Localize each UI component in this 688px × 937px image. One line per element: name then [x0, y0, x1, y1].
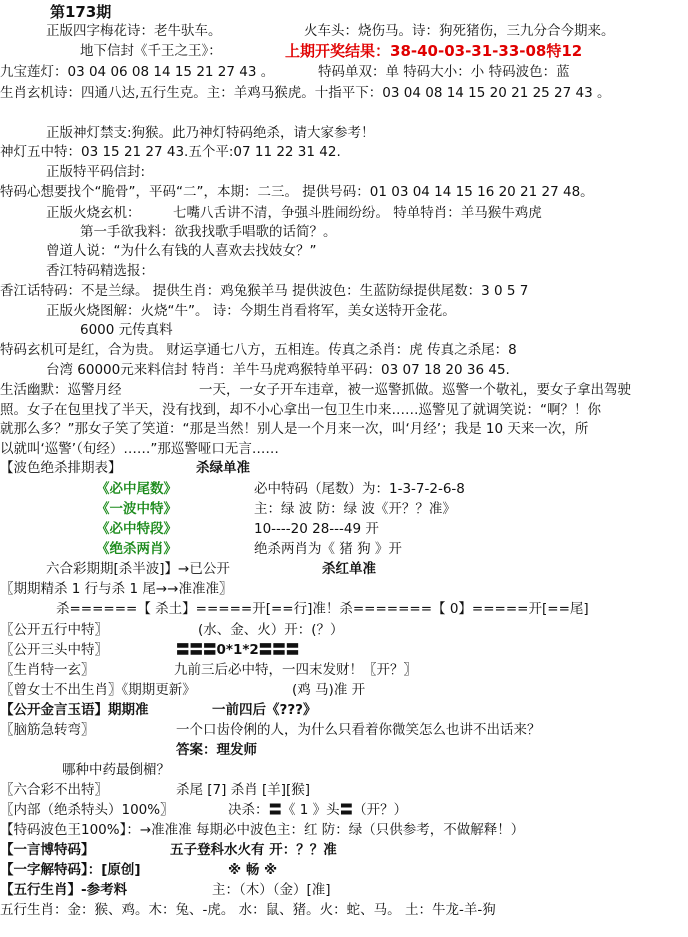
- santou-value: 〓〓〓0*1*2〓〓〓: [176, 642, 300, 658]
- green-row-label: 《一波中特》: [96, 501, 177, 517]
- green-row: [96, 480, 465, 498]
- joke-line-3: 就那么多？”那女子笑了笑道：“那是当然！别人是一个月来一次，叫‘月经’；我是 10 天来一次，所: [0, 421, 589, 437]
- green-row-label: 《必中特段》: [96, 521, 177, 537]
- tema-props: 特码单双：单 特码大小：小 特码波色：蓝: [318, 64, 570, 80]
- green-row-value: 绝杀两肖为《 猪 狗 》开: [254, 541, 402, 557]
- joke-line-2: 照。女子在包里找了半天，没有找到，却不小心拿出一包卫生巾来……巡警见了就调笑说：“啊？！你: [0, 402, 601, 418]
- naojin-label: 〖脑筋急转弯〗: [0, 722, 95, 738]
- line-yizi: [0, 861, 278, 879]
- joke-label: 生活幽默：巡警月经: [0, 382, 122, 398]
- line-jingsha: 〖期期精杀 1 行与杀 1 尾→→准准准〗: [0, 581, 233, 597]
- santou-label: 〖公开三头中特〗: [0, 642, 108, 658]
- issue-title: 第173期: [50, 3, 112, 21]
- liuhe-buchu-label: 〖六合彩不出特〗: [0, 782, 108, 798]
- green-row-label: 《绝杀两肖》: [96, 541, 177, 557]
- huoshao-text: 七嘴八舌讲不清，争强斗胜闹纷纷。 特单特肖：羊马猴牛鸡虎: [173, 205, 542, 221]
- line-liuhe: [46, 560, 376, 578]
- line-answer: 答案：理发师: [176, 742, 257, 758]
- yiyan-label: 【一言博特码】: [0, 842, 95, 858]
- line-yixuan: [0, 661, 417, 679]
- xinfeng-label: 地下信封《千王之王》：: [80, 43, 222, 59]
- line-bose-wang: 【特码波色王100%】：→准准准 每期必中波色主：红 防：绿（只供参考，不做解释！）: [0, 822, 525, 838]
- line-chuanzhen: 特码玄机可是红，合为贵。 财运享通七八方，五相连。传真之杀肖：虎 传真之杀尾：8: [0, 342, 517, 358]
- line-wuxing: [0, 621, 344, 639]
- liuhe-buchu-value: 杀尾 [7] 杀肖 [羊][猴]: [176, 782, 311, 798]
- bose-table-kill: 杀绿单准: [196, 460, 250, 476]
- neibu-label: 〖内部（绝杀特头）100%〗: [0, 802, 174, 818]
- line-shendeng-five: 神灯五中特：03 15 21 27 43.五个平:07 11 22 31 42.: [0, 144, 341, 160]
- joke-line-1: [0, 381, 631, 399]
- yizi-value: ※ 畅 ※: [228, 862, 278, 878]
- wuxing-label: 〖公开五行中特〗: [0, 622, 108, 638]
- line-zengdaoren: 曾道人说：“为什么有钱的人喜欢去找妓女？”: [46, 243, 317, 259]
- jinyan-value: 一前四后《???》: [212, 702, 317, 718]
- joke-line-4: 以就叫‘巡警’（旬经）……”那巡警哑口无言……: [0, 441, 279, 457]
- line-tujie: 正版火烧图解：火烧“牛”。 诗：今期生肖看将军，美女送特开金花。: [46, 303, 456, 319]
- green-row: [96, 500, 456, 518]
- huoshao-label: 正版火烧玄机：: [46, 205, 141, 221]
- line-diyishou: 第一手欲我料：欲我找歌手唱歌的话简？。: [80, 224, 337, 240]
- line-zhongyao: 哪种中药最倒楣？: [62, 762, 170, 778]
- line-naojin: [0, 721, 541, 739]
- green-row: [96, 540, 402, 558]
- line-wuxing-shengxiao: [0, 881, 331, 899]
- liuhe-kill: 杀红单准: [322, 561, 376, 577]
- line-xinfeng: [80, 42, 583, 60]
- wuxing-shengxiao-label: 【五行生肖】-参考料: [0, 882, 128, 898]
- line-yiyan: [0, 841, 337, 859]
- green-row-value: 主：绿 波 防：绿 波《开？？准》: [254, 501, 456, 517]
- huochetou-poem: 火车头：烧伤马。诗：狗死猪伤，三九分合今期来。: [304, 23, 615, 39]
- wuxing-shengxiao-value: 主：（木）（金）[准]: [212, 882, 331, 898]
- last-result: 上期开奖结果：38-40-03-31-33-08特12: [285, 42, 583, 60]
- line-meihua: [46, 22, 615, 40]
- cengnv-label: 〖曾女士不出生肖〗《期期更新》: [0, 682, 196, 698]
- jinyan-label: 【公开金言玉语】期期准: [0, 702, 149, 718]
- naojin-question: 一个口齿伶俐的人，为什么只看着你微笑怎么也讲不出话来？: [176, 722, 541, 738]
- line-baolian: [0, 63, 570, 81]
- yiyan-value: 五子登科水火有 开：？？准: [170, 842, 337, 858]
- liuhe-label: 六合彩期期[杀半波]】→已公开: [46, 561, 230, 577]
- line-cuigu: 特码心想要找个“脆骨”，平码“二”，本期：二三。 提供号码：01 03 04 14 15 16 20 21 27 48。: [0, 184, 594, 200]
- line-huoshao: [46, 204, 542, 222]
- green-row-value: 10----20 28---49 开: [254, 521, 379, 537]
- line-shengxiao-poem: 生肖玄机诗：四通八达,五行生克。主：羊鸡马猴虎。十指平下：03 04 08 14 15 20 21 25 27 43 。: [0, 85, 611, 101]
- green-row-value: 必中特码（尾数）为：1-3-7-2-6-8: [254, 481, 465, 497]
- meihua-poem: 正版四字梅花诗：老牛驮车。: [46, 23, 222, 39]
- line-tepingma: 正版特平码信封:: [46, 164, 146, 180]
- line-neibu: [0, 801, 408, 819]
- wuxing-value: (水、金、火）开：(？）: [198, 622, 344, 638]
- green-row-label: 《必中尾数》: [96, 481, 177, 497]
- neibu-value: 决杀：〓《 1 》头〓（开？）: [228, 802, 408, 818]
- line-xiangjiang-label: 香江特码精选报：: [46, 263, 154, 279]
- line-cengnv: [0, 681, 366, 699]
- line-taiwan: 台湾 60000元来料信封 特肖：羊牛马虎鸡猴特单平码：03 07 18 20 36 45.: [46, 362, 510, 378]
- line-wuxing-list: 五行生肖：金：猴、鸡。木：兔、-虎。 水：鼠、猪。火：蛇、马。 土：牛龙-羊-狗: [0, 902, 496, 918]
- yizi-label: 【一字解特码】：[原创]: [0, 862, 141, 878]
- line-liuhe-buchu: [0, 781, 311, 799]
- line-chuanzhen-label: 6000 元传真料: [80, 322, 173, 338]
- green-row: [96, 520, 379, 538]
- line-jinyan: [0, 701, 317, 719]
- line-bose-table: [0, 459, 250, 477]
- line-xiangjiang: 香江话特码：不是兰绿。 提供生肖：鸡兔猴羊马 提供波色：生蓝防绿提供尾数：3 0 5 7: [0, 283, 529, 299]
- yixuan-label: 〖生肖特一玄〗: [0, 662, 95, 678]
- line-sha: 杀======【 杀土】=====开[==行]准！杀=======【 0】=====开[==尾]: [56, 601, 589, 617]
- yixuan-value: 九前三后必中特，一四末发财！〖开？〗: [174, 662, 417, 678]
- joke-text-1: 一天，一女子开车违章，被一巡警抓做。巡警一个敬礼，要女子拿出驾驶: [199, 382, 631, 398]
- line-shendeng: 正版神灯禁支:狗猴。此乃神灯特码绝杀，请大家参考！: [46, 125, 375, 141]
- bose-table-label: 【波色绝杀排期表】: [0, 460, 122, 476]
- cengnv-value: (鸡 马)准 开: [292, 682, 366, 698]
- baolian-numbers: 九宝莲灯：03 04 06 08 14 15 21 27 43 。: [0, 64, 275, 80]
- line-santou: [0, 641, 300, 659]
